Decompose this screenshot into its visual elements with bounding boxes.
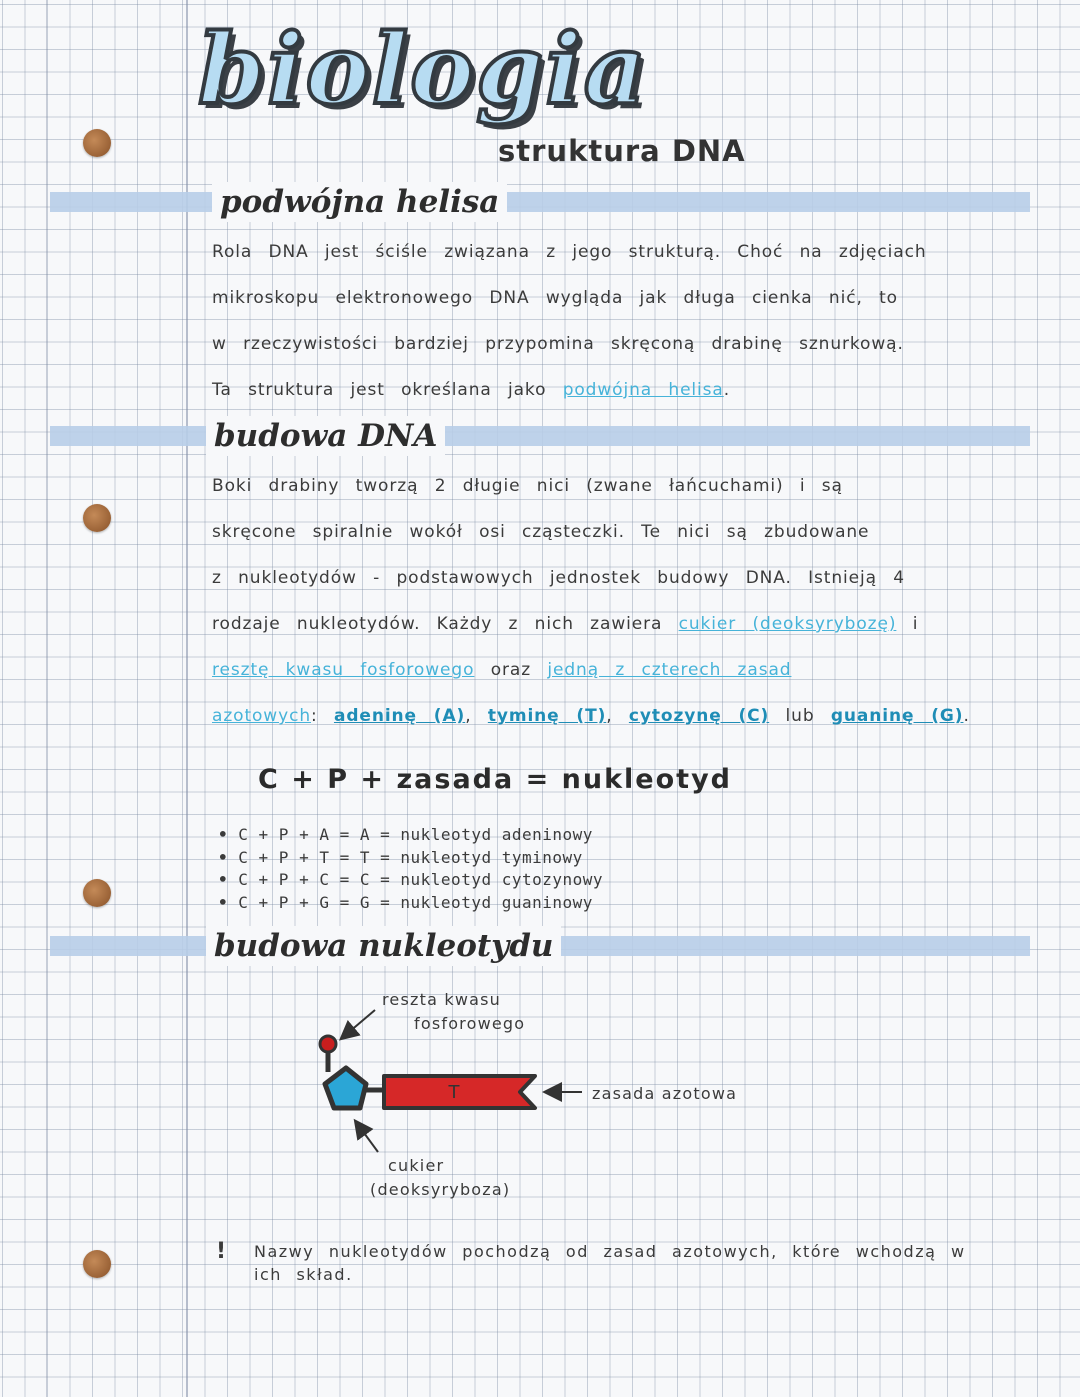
list-item: • C + P + T = T = nukleotyd tyminowy — [218, 847, 603, 870]
text-segment: , — [465, 706, 472, 726]
text-line: z nukleotydów - podstawowych jednostek budowy DNA. Istnieją 4 — [212, 568, 905, 588]
footnote — [216, 1240, 996, 1286]
heading-dna-structure: budowa DNA — [206, 416, 445, 456]
text-line: skręcone spiralnie wokół osi cząsteczki. Te nici są zbudowane — [212, 522, 870, 542]
label-phosphate-1: reszta kwasu — [382, 990, 502, 1009]
phosphate-group — [320, 1036, 336, 1052]
footnote-text: Nazwy nukleotydów pochodzą od zasad azotowych, które wchodzą w ich skład. — [254, 1242, 966, 1284]
text-segment: rodzaje nukleotydów. Każdy z nich zawiera — [212, 614, 663, 634]
page-title: biologia — [198, 13, 648, 126]
exclamation-icon: ! — [216, 1239, 228, 1264]
text-line: Boki drabiny tworzą 2 długie nici (zwane łańcuchami) i są — [212, 476, 843, 496]
highlight-one-of-bases: jedną z czterech zasad — [547, 660, 792, 680]
sugar-arrow — [356, 1122, 378, 1152]
highlight-phosphate: resztę kwasu fosforowego — [212, 660, 475, 680]
base-guanine: guaninę (G) — [830, 706, 964, 726]
period: . — [963, 706, 970, 726]
heading-double-helix: podwójna helisa — [212, 182, 507, 222]
text-segment: lub — [785, 706, 815, 726]
base-letter: T — [448, 1082, 460, 1103]
nucleotide-formula: C + P + zasada = nukleotyd — [258, 764, 732, 795]
label-sugar-1: cukier — [388, 1156, 445, 1175]
label-base: zasada azotowa — [592, 1084, 738, 1103]
period: . — [723, 380, 731, 400]
list-item: • C + P + A = A = nukleotyd adeninowy — [218, 824, 603, 847]
text-segment: Ta struktura jest określana jako — [212, 380, 547, 400]
text-segment: i — [912, 614, 919, 634]
base-thymine: tyminę (T) — [487, 706, 607, 726]
base-cytosine: cytozynę (C) — [628, 706, 770, 726]
sugar-pentagon — [325, 1068, 366, 1108]
text-segment: , — [606, 706, 613, 726]
list-item: • C + P + G = G = nukleotyd guaninowy — [218, 892, 603, 915]
text-segment: oraz — [490, 660, 532, 680]
nitrogen-base — [384, 1076, 535, 1108]
text-line: Rola DNA jest ściśle związana z jego strukturą. Choć na zdjęciach — [212, 242, 927, 262]
text-segment: : — [311, 706, 318, 726]
base-adenine: adeninę (A) — [333, 706, 466, 726]
highlight-sugar: cukier (deoksyrybozę) — [678, 614, 897, 634]
list-item: • C + P + C = C = nukleotyd cytozynowy — [218, 869, 603, 892]
highlight-double-helix: podwójna helisa — [562, 380, 724, 400]
label-sugar-2: (deoksyryboza) — [370, 1180, 511, 1199]
phosphate-arrow — [342, 1010, 375, 1038]
label-phosphate-2: fosforowego — [414, 1014, 526, 1033]
text-line: w rzeczywistości bardziej przypomina skręconą drabinę sznurkową. — [212, 334, 904, 354]
page-subtitle: struktura DNA — [498, 134, 746, 168]
highlight-nitrogenous: azotowych — [212, 706, 311, 726]
text-line: mikroskopu elektronowego DNA wygląda jak długa cienka nić, to — [212, 288, 898, 308]
heading-nucleotide-structure: budowa nukleotydu — [206, 926, 561, 966]
